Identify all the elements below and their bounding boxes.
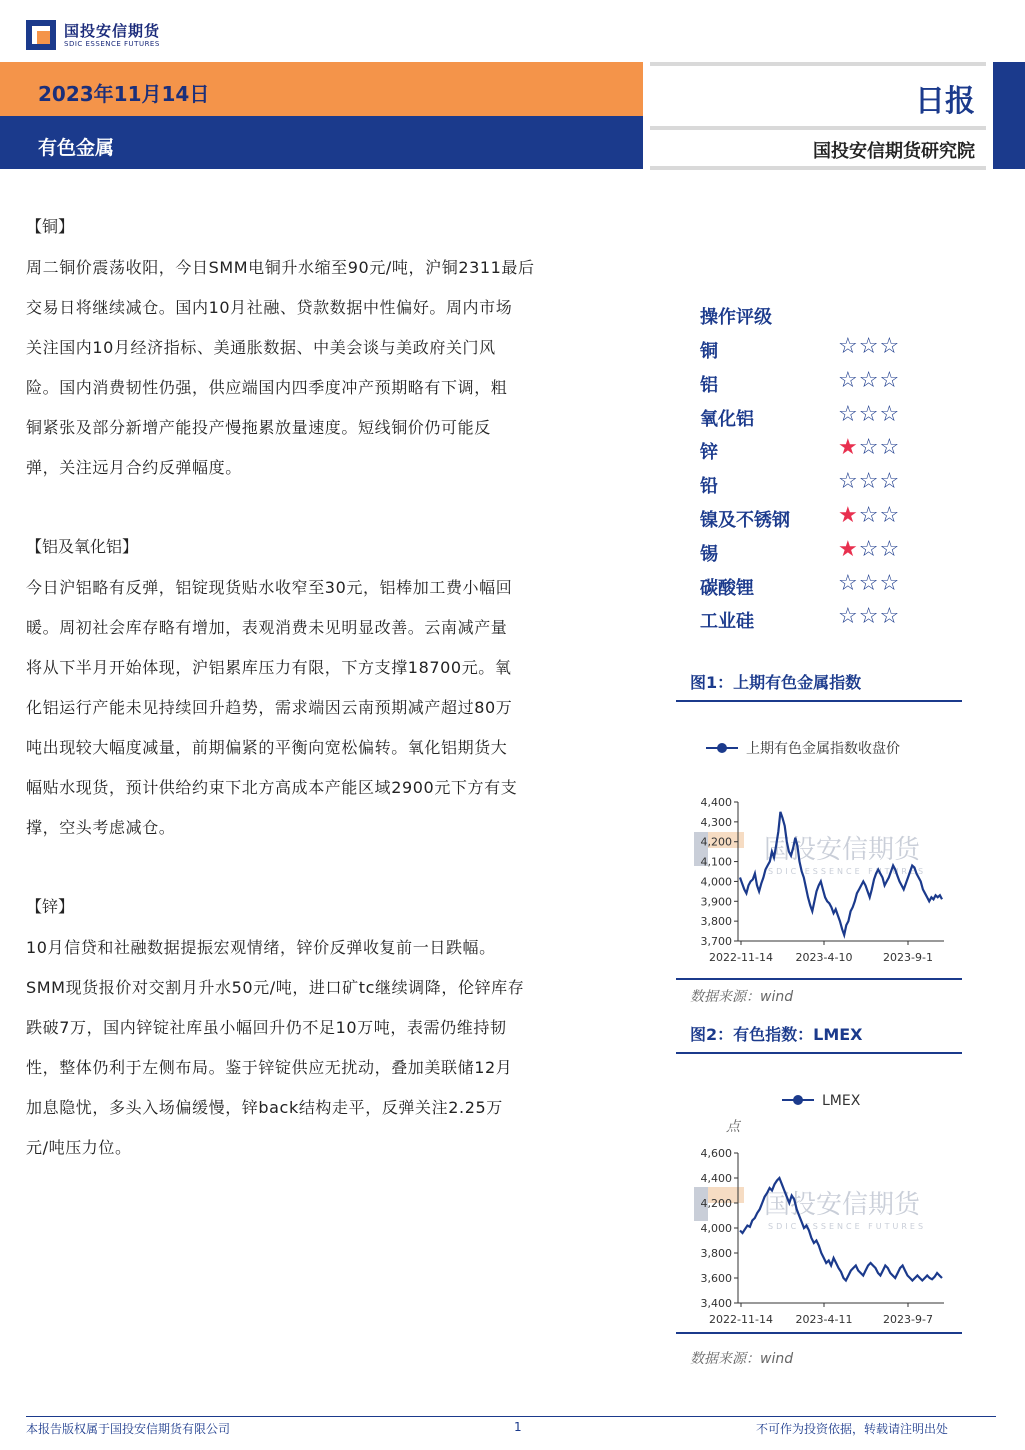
star-outline-icon: ☆	[838, 401, 859, 427]
divider	[650, 126, 986, 130]
y-tick-label: 4,100	[700, 855, 732, 869]
star-outline-icon: ☆	[879, 570, 901, 596]
star-outline-icon: ☆	[879, 536, 901, 562]
section-heading: 【铝及氧化铝】	[26, 537, 139, 556]
company-logo-icon	[26, 20, 56, 50]
y-tick-label: 3,900	[700, 895, 732, 909]
rating-commodity: 铅	[700, 476, 718, 498]
paragraph-line: 性，整体仍利于左侧布局。鉴于锌锭供应无扰动，叠加美联储12月	[26, 1058, 513, 1077]
paragraph-line: 今日沪铝略有反弹，铝锭现货贴水收窄至30元，铝棒加工费小幅回	[26, 578, 513, 597]
rating-stars	[838, 435, 900, 460]
paragraph-line: 幅贴水现货，预计供给约束下北方高成本产能区域2900元下方有支	[26, 778, 518, 797]
watermark-text-en: SDIC ESSENCE FUTURES	[768, 1222, 927, 1231]
rating-stars	[838, 604, 900, 629]
divider	[650, 62, 986, 66]
star-outline-icon: ☆	[838, 570, 859, 596]
star-outline-icon: ☆	[858, 435, 880, 461]
rating-stars	[838, 368, 900, 393]
star-outline-icon: ☆	[858, 503, 880, 528]
y-tick-label: 3,400	[700, 1297, 732, 1310]
chart-1	[676, 730, 966, 970]
y-tick-label: 4,200	[700, 835, 732, 849]
star-filled-icon: ★	[838, 435, 859, 461]
watermark-text: 国投安信期货	[764, 835, 921, 865]
chart-2	[676, 1085, 966, 1335]
paragraph-line: 化铝运行产能未见持续回升趋势，需求端因云南预期减产超过80万	[26, 698, 513, 717]
divider	[650, 166, 986, 170]
x-tick-label: 2023-9-1	[883, 951, 933, 964]
rating-commodity: 锡	[700, 543, 718, 565]
section-heading: 【锌】	[26, 897, 75, 916]
paragraph-line: 加息隐忧，多头入场偏缓慢，锌back结构走平，反弹关注2.25万	[26, 1098, 503, 1117]
section-paragraph	[26, 248, 611, 488]
star-outline-icon: ☆	[879, 401, 901, 427]
star-filled-icon: ★	[838, 536, 859, 562]
report-date: 2023年11月14日	[38, 82, 210, 106]
rating-title: 操作评级	[700, 307, 772, 328]
x-tick-label: 2023-4-11	[795, 1313, 853, 1326]
rating-stars	[838, 402, 900, 427]
rating-stars	[838, 503, 900, 528]
paragraph-line: 关注国内10月经济指标、美通胀数据、中美会谈与美政府关门风	[26, 338, 496, 357]
y-tick-label: 3,700	[700, 935, 732, 948]
section-paragraph	[26, 568, 611, 848]
watermark-text: 国投安信期货	[764, 1190, 921, 1220]
y-tick-label: 4,200	[700, 1197, 732, 1210]
rating-stars	[838, 469, 900, 494]
y-tick-label: 3,600	[700, 1272, 732, 1285]
section-paragraph	[26, 928, 611, 1168]
star-outline-icon: ☆	[879, 604, 901, 630]
rating-commodity: 碳酸锂	[700, 577, 754, 599]
section-heading: 【铜】	[26, 217, 75, 236]
star-outline-icon: ☆	[879, 435, 901, 461]
paragraph-line: 10月信贷和社融数据提振宏观情绪，锌价反弹收复前一日跌幅。	[26, 938, 496, 957]
rating-stars	[838, 537, 900, 562]
paragraph-line: 周二铜价震荡收阳，今日SMM电铜升水缩至90元/吨，沪铜2311最后	[26, 258, 535, 277]
rating-commodity: 工业硅	[700, 611, 754, 633]
figure-1-title: 图1：上期有色金属指数	[690, 673, 862, 692]
y-tick-label: 4,300	[700, 815, 732, 829]
report-section: 有色金属	[38, 137, 115, 159]
paragraph-line: 暖。周初社会库存略有增加，表观消费未见明显改善。云南减产量	[26, 618, 508, 637]
paragraph-line: 元/吨压力位。	[26, 1138, 132, 1157]
y-tick-label: 4,600	[700, 1147, 732, 1160]
paragraph-line: 将从下半月开始体现，沪铝累库压力有限，下方支撑18700元。氧	[26, 658, 512, 677]
rating-commodity: 铝	[700, 374, 718, 396]
legend-marker	[793, 1095, 803, 1105]
figure-2-bottom-rule	[676, 1332, 962, 1334]
footer-disclaimer: 不可作为投资依据，转载请注明出处	[756, 1422, 949, 1436]
y-tick-label: 4,400	[700, 796, 732, 809]
logo-text-cn: 国投安信期货	[64, 22, 161, 40]
paragraph-line: SMM现货报价对交割月升水50元/吨，进口矿tc继续调降，伦锌库存	[26, 978, 525, 997]
star-outline-icon: ☆	[879, 334, 901, 359]
paragraph-line: 铜紧张及部分新增产能投产慢拖累放量速度。短线铜价仍可能反	[26, 418, 491, 437]
x-tick-label: 2022-11-14	[709, 1313, 773, 1326]
y-tick-label: 4,400	[700, 1172, 732, 1185]
star-outline-icon: ☆	[858, 401, 880, 427]
star-outline-icon: ☆	[838, 367, 859, 393]
figure-1-source: 数据来源：wind	[690, 989, 794, 1005]
x-tick-label: 2023-9-7	[883, 1313, 933, 1326]
footer-copyright: 本报告版权属于国投安信期货有限公司	[26, 1422, 231, 1436]
legend-marker	[717, 743, 727, 753]
logo-text-en: SDIC ESSENCE FUTURES	[64, 40, 160, 48]
paragraph-line: 弹，关注远月合约反弹幅度。	[26, 458, 242, 477]
rating-commodity: 氧化铝	[700, 408, 754, 430]
star-filled-icon: ★	[838, 503, 859, 528]
y-axis-unit: 点	[726, 1119, 740, 1135]
star-outline-icon: ☆	[838, 334, 859, 359]
star-outline-icon: ☆	[858, 334, 880, 359]
star-outline-icon: ☆	[879, 503, 901, 528]
paragraph-line: 跌破7万，国内锌锭社库虽小幅回升仍不足10万吨，表需仍维持韧	[26, 1018, 507, 1037]
star-outline-icon: ☆	[858, 604, 880, 630]
star-outline-icon: ☆	[879, 367, 901, 393]
institute-name: 国投安信期货研究院	[813, 141, 975, 162]
star-outline-icon: ☆	[858, 570, 880, 596]
legend-label: 上期有色金属指数收盘价	[746, 741, 900, 757]
rating-commodity: 镍及不锈钢	[700, 510, 790, 531]
rating-commodity: 铜	[700, 341, 718, 362]
star-outline-icon: ☆	[858, 367, 880, 393]
paragraph-line: 险。国内消费韧性仍强，供应端国内四季度冲产预期略有下调，粗	[26, 378, 508, 397]
figure-1-rule	[676, 700, 962, 702]
x-tick-label: 2023-4-10	[795, 951, 853, 964]
watermark-text-en: SDIC ESSENCE FUTURES	[768, 867, 927, 876]
star-outline-icon: ☆	[838, 469, 859, 495]
paragraph-line: 交易日将继续减仓。国内10月社融、贷款数据中性偏好。周内市场	[26, 298, 513, 317]
rating-commodity: 锌	[700, 442, 718, 464]
y-tick-label: 4,000	[700, 875, 732, 889]
x-tick-label: 2022-11-14	[709, 951, 773, 964]
y-tick-label: 3,800	[700, 1247, 732, 1260]
paragraph-line: 撑，空头考虑减仓。	[26, 818, 176, 837]
rating-stars	[838, 334, 900, 359]
figure-2-title: 图2：有色指数：LMEX	[690, 1025, 863, 1044]
header-accent-strip	[993, 62, 1025, 169]
report-type: 日报	[915, 84, 975, 119]
rating-stars	[838, 571, 900, 596]
page-number: 1	[514, 1420, 522, 1434]
footer-rule	[26, 1416, 996, 1417]
star-outline-icon: ☆	[858, 536, 880, 562]
star-outline-icon: ☆	[838, 604, 859, 630]
figure-1-bottom-rule	[676, 978, 962, 980]
figure-2-source: 数据来源：wind	[690, 1351, 794, 1367]
paragraph-line: 吨出现较大幅度减量，前期偏紧的平衡向宽松偏转。氧化铝期货大	[26, 738, 508, 757]
y-tick-label: 4,000	[700, 1222, 732, 1235]
y-tick-label: 3,800	[700, 915, 732, 929]
figure-2-rule	[676, 1052, 962, 1054]
legend-label: LMEX	[822, 1093, 861, 1109]
star-outline-icon: ☆	[879, 469, 901, 495]
star-outline-icon: ☆	[858, 469, 880, 495]
